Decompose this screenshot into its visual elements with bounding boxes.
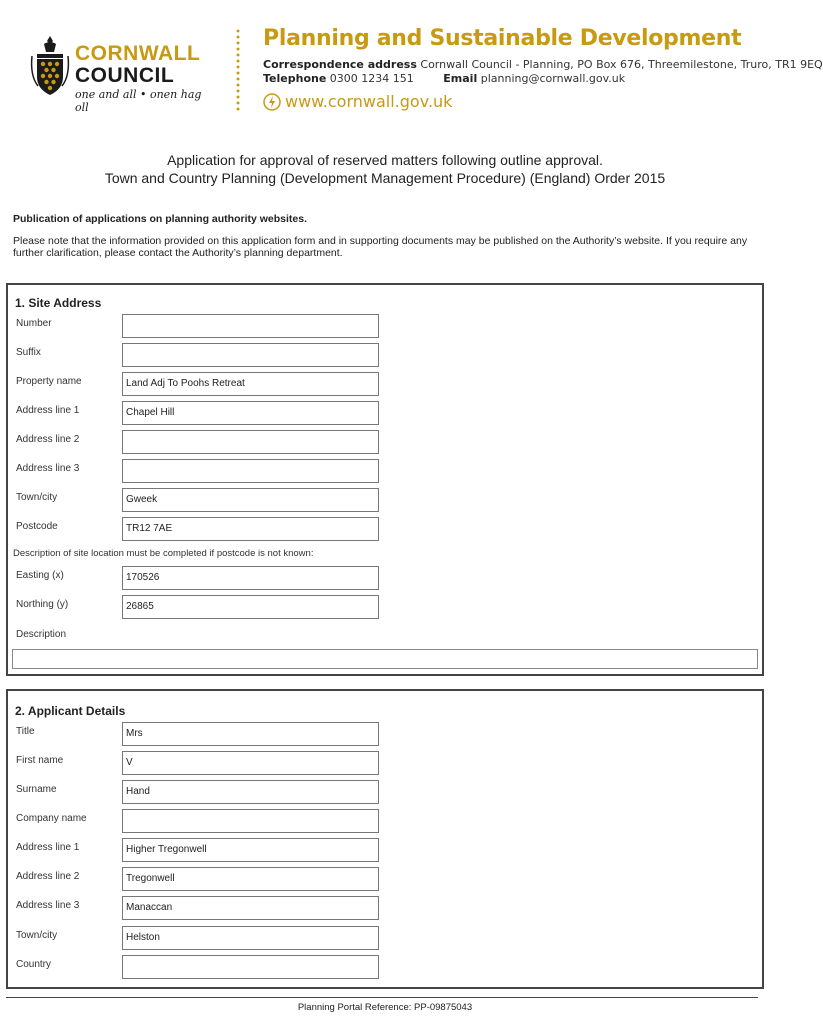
telephone-value: 0300 1234 151 [329,72,414,85]
applicant-town-label: Town/city [16,930,58,941]
website-link[interactable] [263,92,452,111]
applicant-town-field[interactable]: Helston [122,926,379,950]
footer-divider [6,997,758,998]
applicant-address-line-2-label: Address line 2 [16,871,80,882]
surname-label: Surname [16,784,57,795]
property-name-label: Property name [16,376,82,387]
logo-line-2: COUNCIL [75,64,175,87]
applicant-address-line-1-field[interactable]: Higher Tregonwell [122,838,379,862]
site-address-line-3-label: Address line 3 [16,463,80,474]
description-label: Description [16,629,67,640]
email-value: planning@cornwall.gov.uk [480,72,626,85]
publication-heading: Publication of applications on planning authority websites. [13,213,308,225]
website-text: www.cornwall.gov.uk [285,92,453,111]
easting-label: Easting (x) [16,570,64,581]
site-address-line-1-field[interactable]: Chapel Hill [122,401,379,425]
first-name-label: First name [16,755,64,766]
description-field[interactable] [12,649,758,669]
site-address-line-1-label: Address line 1 [16,405,80,416]
site-address-line-2-field[interactable] [122,430,379,454]
site-town-field[interactable]: Gweek [122,488,379,512]
website-icon [263,93,281,111]
email-label: Email [443,72,478,85]
surname-field[interactable]: Hand [122,780,379,804]
applicant-heading: 2. Applicant Details [15,704,126,718]
easting-field[interactable]: 170526 [122,566,379,590]
telephone-label: Telephone [263,72,327,85]
applicant-section [6,689,764,989]
correspondence-address [263,58,823,71]
title-label: Title [16,726,35,737]
form-title-line-2: Town and Country Planning (Development Management Procedure) (England) Order 2015 [104,170,666,186]
header-divider [236,28,240,112]
portal-reference: Planning Portal Reference: PP-09875043 [297,1002,473,1013]
company-name-field[interactable] [122,809,379,833]
postcode-field[interactable]: TR12 7AE [122,517,379,541]
applicant-address-line-1-label: Address line 1 [16,842,80,853]
number-label: Number [16,318,52,329]
council-logo [28,30,218,114]
country-label: Country [16,959,52,970]
first-name-field[interactable]: V [122,751,379,775]
site-address-line-3-field[interactable] [122,459,379,483]
northing-field[interactable]: 26865 [122,595,379,619]
department-title: Planning and Sustainable Development [263,26,742,51]
applicant-address-line-3-label: Address line 3 [16,900,80,911]
logo-motto: one and all • onen hag oll [75,88,202,114]
site-address-heading: 1. Site Address [15,296,102,310]
suffix-field[interactable] [122,343,379,367]
suffix-label: Suffix [16,347,41,358]
cornwall-crest-icon [30,34,70,100]
logo-line-1: CORNWALL [75,42,201,65]
number-field[interactable] [122,314,379,338]
northing-label: Northing (y) [16,599,69,610]
applicant-address-line-2-field[interactable]: Tregonwell [122,867,379,891]
company-name-label: Company name [16,813,87,824]
property-name-field[interactable]: Land Adj To Poohs Retreat [122,372,379,396]
correspondence-label: Correspondence address [263,58,417,71]
location-note: Description of site location must be completed if postcode is not known: [13,548,314,559]
contact-line [263,72,625,85]
applicant-address-line-3-field[interactable]: Manaccan [122,896,379,920]
site-address-section [6,283,764,676]
publication-text: Please note that the information provided on this application form and in supporting documents may be published on the Authority’s website. If you require any further clarification, please contact the Authority’s planning department. [13,235,748,259]
site-address-line-2-label: Address line 2 [16,434,80,445]
title-field[interactable]: Mrs [122,722,379,746]
site-town-label: Town/city [16,492,58,503]
country-field[interactable] [122,955,379,979]
postcode-label: Postcode [16,521,58,532]
form-title-line-1: Application for approval of reserved matters following outline approval. [167,152,603,168]
correspondence-value: Cornwall Council - Planning, PO Box 676, Threemilestone, Truro, TR1 9EQ [420,58,823,71]
